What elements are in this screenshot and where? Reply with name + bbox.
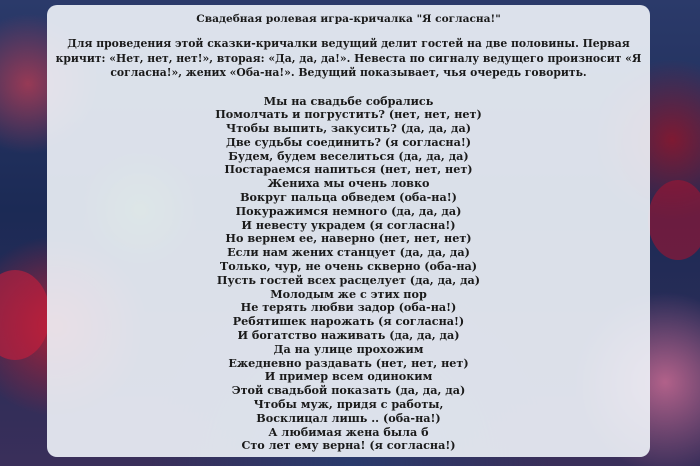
poem-line: Если нам жених станцует (да, да, да) [227,245,470,260]
rose-right-decoration [648,180,700,260]
poem-line: Мы на свадьбе собрались [263,93,434,108]
poem-line: И пример всем одиноким [264,369,433,384]
poem-line: Сто лет ему верна! (я согласна!) [241,438,456,453]
rose-left-decoration [0,270,50,360]
poem-line: Да на улице прохожим [273,341,424,356]
poem-lines [55,95,642,454]
poem-line: Не терять любви задор (оба-на!) [240,300,457,315]
poem-line: Две судьбы соединить? (я согласна!) [225,134,472,149]
poem-line: Чтобы выпить, закусить? (да, да, да) [226,121,471,136]
poem-line: Но вернем ее, наверно (нет, нет, нет) [225,231,472,246]
poem-line: Жениха мы очень ловко [267,176,430,191]
poem-line: И невесту украдем (я согласна!) [241,217,456,232]
poem-line: Постараемся напиться (нет, нет, нет) [224,162,473,177]
poem-line: Этой свадьбой показать (да, да, да) [231,383,466,398]
poem-line: И богатство наживать (да, да, да) [237,328,460,343]
poem-line: Вокруг пальца обведем (оба-на!) [240,190,457,205]
poem-line: Пусть гостей всех расцелует (да, да, да) [216,272,481,287]
poem-line: Восклицал лишь .. (оба-на!) [256,410,441,425]
poem-line: Молодым же с этих пор [270,286,427,301]
poem-line: Покуражимся немного (да, да, да) [235,203,462,218]
poem-line: Ежедневно раздавать (нет, нет, нет) [228,355,469,370]
poem-line: Будем, будем веселиться (да, да, да) [228,148,469,163]
poem-line: Только, чур, не очень скверно (оба-на) [219,259,478,274]
poem-line: А любимая жена была б [268,424,429,439]
poem-line: Помолчать и погрустить? (нет, нет, нет) [215,107,482,122]
intro-paragraph: Для проведения этой сказки-кричалки ведущий делит гостей на две половины. Первая кричит: «Нет, нет, нет!», вторая: «Да, да, да!». Невеста по сигналу ведущего произносит «Я согласна!», жених «Оба-на!». Ведущий показывает, чья очередь говорить. [55,37,642,79]
poem-line: Ребятишек нарожать (я согласна!) [232,314,465,329]
poem-line: Чтобы муж, придя с работы, [253,397,444,412]
text-card [47,5,650,457]
page-title: Свадебная ролевая игра-кричалка "Я согласна!" [196,13,501,25]
